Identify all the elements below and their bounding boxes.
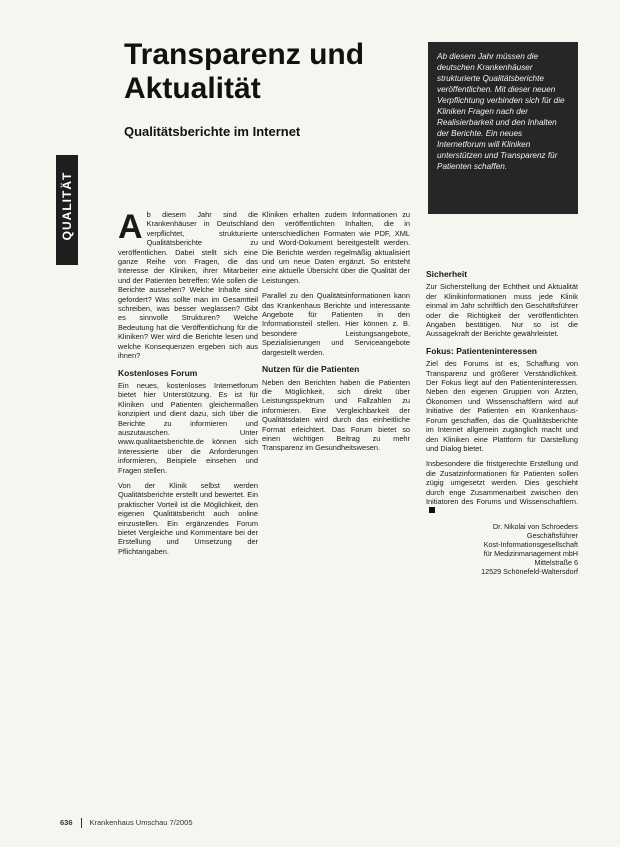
author-signature bbox=[426, 522, 578, 576]
dropcap: A bbox=[118, 208, 143, 246]
paragraph-text: Insbesondere die fristgerechte Erstellung und die Zusatzinformationen für Patienten sollen zügig umgesetzt werden. Dies geschieht durch enge Zusammenarbeit zwischen den Initiatoren des Forums und Wissenschaftlern. bbox=[426, 459, 578, 506]
section-heading: Kostenloses Forum bbox=[118, 367, 198, 378]
signature-line: Dr. Nikolai von Schroeders bbox=[492, 521, 578, 531]
page-footer bbox=[60, 818, 560, 828]
paragraph: Ziel des Forums ist es, Schaffung von Transparenz und größerer Verständlichkeit. Der Fokus liegt auf den Patienteninteressen. Neben den eigenen Gruppen von Ärzten, Ökonomen und Wissenschaftlern wird auf Initiative der Patienten ein Krankenhaus-Forum geschaffen, das die Qualitätsberichte im Internet allgemein zugänglich macht und den Kliniken eine Plattform für Darstellung und Dialog bietet. bbox=[426, 359, 578, 453]
section-heading: Sicherheit bbox=[426, 269, 468, 279]
paragraph bbox=[118, 210, 258, 361]
paragraph: Kliniken erhalten zudem Informationen zu den veröffentlichten Inhalten, die in unterschiedlichen Formaten wie PDF, XML und Word-Dokument bereitgestellt werden. Die Berichte werden regelmäßig aktualisiert und um neue Daten ergänzt. So entsteht eine aktuelle Übersicht über die Qualität der Leistungen. bbox=[262, 210, 410, 285]
end-mark bbox=[429, 507, 435, 513]
column-3 bbox=[426, 262, 578, 576]
section-heading: Nutzen für die Patienten bbox=[262, 364, 360, 375]
paragraph: Neben den Berichten haben die Patienten die Möglichkeit, sich direkt über Leistungsspektrum und Fallzahlen zu informieren. Eine Vergleichbarkeit der Qualitätsdaten wird durch das einheitliche Format erleichtert. Das Forum bietet so einen wichtigen Beitrag zu mehr Transparenz im Gesundheitswesen. bbox=[262, 377, 410, 453]
section-tab-label: QUALITÄT bbox=[60, 171, 74, 241]
paragraph-text: b diesem Jahr sind die Krankenhäuser in Deutschland verpflichtet, strukturierte Qualitätsberichte zu veröffentlichen. Dabei stellt sich eine ganze Reihe von Fragen, die das Interesse der Kliniken, ihrer Mitarbeiter und der Patienten betreffen: Wie sollen die Berichte aussehen? Welche Inhalte sind gefordert? Was sollte man im Gesamtteil schreiben, was besser weglassen? Gibt es sinnvolle Strukturen? Welche Bedeutung hat die Veröffentlichung für die Kliniken? Wer wird die Berichte lesen und welche Konsequenzen ergeben sich aus ihnen? bbox=[118, 210, 258, 361]
page-number: 636 bbox=[60, 818, 73, 827]
paragraph bbox=[426, 459, 578, 515]
paragraph: Ein neues, kostenloses Internetforum bietet hier Unterstützung. Es ist für Kliniken und Patienten gleichermaßen konzipiert und dient dazu, sich über die Berichte zu informieren und auszutauschen. Unter www.qualitaetsberichte.de können sich Interessierte über die Anforderungen informieren, Beispiele einsehen und Fragen stellen. bbox=[118, 380, 258, 475]
signature-line: Mittelstraße 6 bbox=[534, 557, 578, 567]
article-subtitle: Qualitätsberichte im Internet bbox=[124, 124, 301, 139]
paragraph: Von der Klinik selbst werden Qualitätsberichte erstellt und bewertet. Ein praktischer Vorteil ist die Möglichkeit, den eigenen Qualitätsbericht auch online einzustellen. Ein ergänzendes Forum bietet Vergleiche und Kommentare bei der Erstellung und Umsetzung der Pflichtangaben. bbox=[118, 480, 258, 556]
section-heading: Fokus: Patienteninteressen bbox=[426, 345, 538, 356]
signature-line: 12529 Schönefeld-Waltersdorf bbox=[481, 566, 578, 576]
signature-line: für Medizinmanagement mbH bbox=[483, 548, 578, 558]
column-1 bbox=[118, 210, 258, 562]
journal-name: Krankenhaus Umschau 7/2005 bbox=[89, 818, 193, 827]
footer-divider bbox=[81, 818, 82, 828]
article-title: Transparenz und Aktualität bbox=[124, 38, 365, 105]
paragraph: Zur Sicherstellung der Echtheit und Aktualität der Klinikinformationen muss jede Klinik einmal im Jahr schriftlich den Geschäftsführer oder die Richtigkeit der veröffentlichten Angaben bestätigen. Nur so ist die Aussagekraft der Berichte gewährleistet. bbox=[426, 282, 578, 339]
column-2 bbox=[262, 210, 410, 459]
signature-line: Geschäftsführer bbox=[526, 530, 578, 540]
intro-text: Ab diesem Jahr müssen die deutschen Krankenhäuser strukturierte Qualitätsberichte veröffentlichen. Mit dieser neuen Verpflichtung verbinden sich für die Kliniken Fragen nach der Realisierbarkeit und den Inhalten der Berichte. Ein neues Internetforum will Kliniken unterstützen und Transparenz für Patienten schaffen. bbox=[437, 52, 565, 171]
paragraph: Parallel zu den Qualitätsinformationen kann das Krankenhaus Berichte und interessante Angebote für Patienten in den Informationsteil stellen. Hier können z. B. besondere Leistungsangebote, Spezialisierungen und Serviceangebote dargestellt werden. bbox=[262, 291, 410, 357]
signature-line: Kost-Informationsgesellschaft bbox=[483, 539, 578, 549]
intro-box bbox=[428, 42, 578, 214]
section-tab bbox=[56, 155, 78, 265]
